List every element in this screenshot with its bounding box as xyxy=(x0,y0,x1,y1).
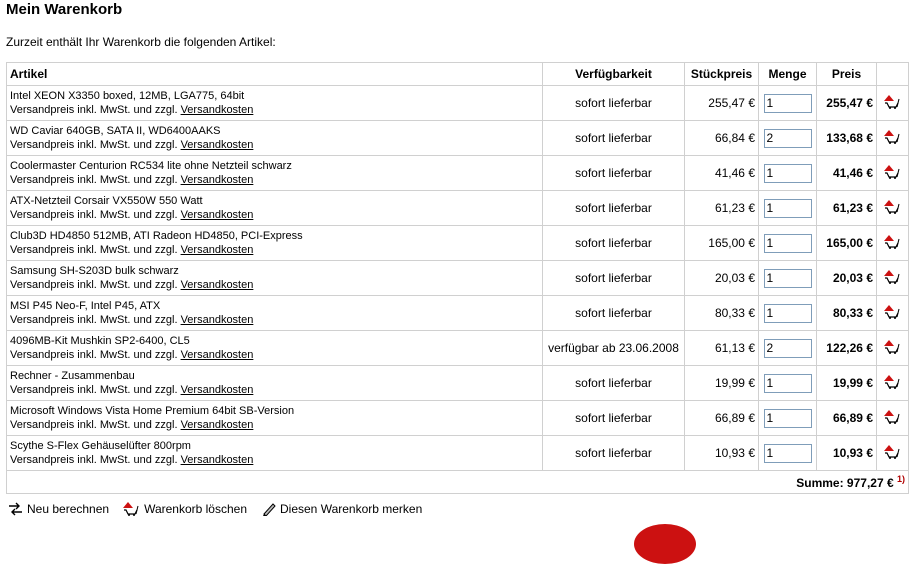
article-cell xyxy=(7,261,543,296)
recalculate-icon xyxy=(8,502,24,516)
table-row xyxy=(7,331,909,366)
article-cell xyxy=(7,296,543,331)
cart-remove-icon xyxy=(884,340,902,354)
cart-remove-icon xyxy=(884,305,902,319)
header-actions xyxy=(877,63,909,86)
remove-item-button[interactable] xyxy=(884,130,902,147)
article-cell xyxy=(7,226,543,261)
cart-sum-row xyxy=(7,471,909,494)
quantity-input[interactable] xyxy=(764,234,812,253)
article-name: ATX-Netzteil Corsair VX550W 550 Watt xyxy=(10,195,203,207)
quantity-input[interactable] xyxy=(764,444,812,463)
price-cell: 20,03 € xyxy=(817,261,877,296)
article-name: Coolermaster Centurion RC534 lite ohne Netzteil schwarz xyxy=(10,160,292,172)
shipping-costs-link[interactable]: Versandkosten xyxy=(180,384,254,396)
shipping-note: Versandpreis inkl. MwSt. und zzgl. xyxy=(10,384,181,396)
price-cell: 66,89 € xyxy=(817,401,877,436)
table-row xyxy=(7,226,909,261)
unit-price-cell: 10,93 € xyxy=(685,436,759,471)
remove-item-button[interactable] xyxy=(884,375,902,392)
table-row xyxy=(7,156,909,191)
price-cell: 122,26 € xyxy=(817,331,877,366)
table-row xyxy=(7,401,909,436)
page-title: Mein Warenkorb xyxy=(6,1,123,18)
availability-cell: sofort lieferbar xyxy=(543,296,685,331)
cart-table-header xyxy=(7,63,909,86)
quantity-cell xyxy=(759,366,817,401)
shipping-costs-link[interactable]: Versandkosten xyxy=(180,419,254,431)
shipping-costs-link[interactable]: Versandkosten xyxy=(180,454,254,466)
quantity-cell xyxy=(759,121,817,156)
article-name: Club3D HD4850 512MB, ATI Radeon HD4850, PCI-Express xyxy=(10,230,303,242)
article-name: Intel XEON X3350 boxed, 12MB, LGA775, 64bit xyxy=(10,90,245,102)
remove-item-cell xyxy=(877,261,909,296)
remove-item-button[interactable] xyxy=(884,200,902,217)
shipping-costs-link[interactable]: Versandkosten xyxy=(180,139,254,151)
quantity-input[interactable] xyxy=(764,269,812,288)
shipping-costs-link[interactable]: Versandkosten xyxy=(180,104,254,116)
remove-item-cell xyxy=(877,226,909,261)
remove-item-cell xyxy=(877,331,909,366)
cart-remove-icon xyxy=(884,375,902,389)
quantity-input[interactable] xyxy=(764,164,812,183)
price-cell: 10,93 € xyxy=(817,436,877,471)
article-cell xyxy=(7,121,543,156)
article-name: MSI P45 Neo-F, Intel P45, ATX xyxy=(10,300,161,312)
shipping-note: Versandpreis inkl. MwSt. und zzgl. xyxy=(10,314,181,326)
shipping-note: Versandpreis inkl. MwSt. und zzgl. xyxy=(10,349,181,361)
table-row xyxy=(7,121,909,156)
cart-remove-icon xyxy=(884,235,902,249)
shipping-note: Versandpreis inkl. MwSt. und zzgl. xyxy=(10,279,181,291)
quantity-input[interactable] xyxy=(764,129,812,148)
shipping-note: Versandpreis inkl. MwSt. und zzgl. xyxy=(10,174,181,186)
unit-price-cell: 66,84 € xyxy=(685,121,759,156)
quantity-cell xyxy=(759,86,817,121)
remove-item-cell xyxy=(877,436,909,471)
shipping-note: Versandpreis inkl. MwSt. und zzgl. xyxy=(10,104,181,116)
article-cell xyxy=(7,191,543,226)
shipping-note: Versandpreis inkl. MwSt. und zzgl. xyxy=(10,419,181,431)
shipping-costs-link[interactable]: Versandkosten xyxy=(180,209,254,221)
availability-cell: verfügbar ab 23.06.2008 xyxy=(543,331,685,366)
quantity-cell xyxy=(759,226,817,261)
unit-price-cell: 165,00 € xyxy=(685,226,759,261)
cart-table xyxy=(6,62,909,494)
quantity-input[interactable] xyxy=(764,304,812,323)
remove-item-button[interactable] xyxy=(884,305,902,322)
cart-sum-label: Summe: 977,27 € xyxy=(796,476,894,490)
remove-item-button[interactable] xyxy=(884,410,902,427)
quantity-input[interactable] xyxy=(764,199,812,218)
price-cell: 61,23 € xyxy=(817,191,877,226)
header-quantity: Menge xyxy=(759,63,817,86)
remove-item-cell xyxy=(877,366,909,401)
recalculate-button[interactable] xyxy=(8,502,109,516)
unit-price-cell: 61,13 € xyxy=(685,331,759,366)
article-cell xyxy=(7,436,543,471)
cart-remove-icon xyxy=(884,200,902,214)
cart-remove-icon xyxy=(884,95,902,109)
remove-item-cell xyxy=(877,191,909,226)
remember-cart-button[interactable] xyxy=(261,502,422,516)
shipping-costs-link[interactable]: Versandkosten xyxy=(180,314,254,326)
clear-cart-label: Warenkorb löschen xyxy=(144,502,247,516)
article-name: 4096MB-Kit Mushkin SP2-6400, CL5 xyxy=(10,335,190,347)
table-row xyxy=(7,191,909,226)
clear-cart-button[interactable] xyxy=(123,502,247,516)
article-name: WD Caviar 640GB, SATA II, WD6400AAKS xyxy=(10,125,221,137)
quantity-cell xyxy=(759,261,817,296)
cart-remove-icon xyxy=(884,270,902,284)
table-row xyxy=(7,261,909,296)
unit-price-cell: 66,89 € xyxy=(685,401,759,436)
availability-cell: sofort lieferbar xyxy=(543,121,685,156)
promo-badge[interactable] xyxy=(634,524,696,564)
quantity-cell xyxy=(759,401,817,436)
cart-remove-icon xyxy=(884,130,902,144)
quantity-input[interactable] xyxy=(764,374,812,393)
quantity-input[interactable] xyxy=(764,339,812,358)
availability-cell: sofort lieferbar xyxy=(543,261,685,296)
shipping-costs-link[interactable]: Versandkosten xyxy=(180,279,254,291)
header-article: Artikel xyxy=(7,63,543,86)
availability-cell: sofort lieferbar xyxy=(543,401,685,436)
remove-item-cell xyxy=(877,401,909,436)
shipping-note: Versandpreis inkl. MwSt. und zzgl. xyxy=(10,209,181,221)
article-cell xyxy=(7,156,543,191)
availability-cell: sofort lieferbar xyxy=(543,366,685,401)
article-name: Microsoft Windows Vista Home Premium 64bit SB-Version xyxy=(10,405,295,417)
price-cell: 19,99 € xyxy=(817,366,877,401)
remove-item-button[interactable] xyxy=(884,165,902,182)
availability-cell: sofort lieferbar xyxy=(543,436,685,471)
recalculate-label: Neu berechnen xyxy=(27,502,110,516)
article-cell xyxy=(7,401,543,436)
price-cell: 80,33 € xyxy=(817,296,877,331)
shipping-note: Versandpreis inkl. MwSt. und zzgl. xyxy=(10,244,181,256)
availability-cell: sofort lieferbar xyxy=(543,226,685,261)
shipping-costs-link[interactable]: Versandkosten xyxy=(180,174,254,186)
header-price: Preis xyxy=(817,63,877,86)
quantity-cell xyxy=(759,296,817,331)
price-cell: 255,47 € xyxy=(817,86,877,121)
pencil-icon xyxy=(261,502,277,516)
cart-remove-icon xyxy=(884,410,902,424)
remove-item-button[interactable] xyxy=(884,95,902,112)
table-row xyxy=(7,296,909,331)
header-availability: Verfügbarkeit xyxy=(543,63,685,86)
cart-sum xyxy=(7,471,909,494)
table-row xyxy=(7,366,909,401)
unit-price-cell: 19,99 € xyxy=(685,366,759,401)
unit-price-cell: 61,23 € xyxy=(685,191,759,226)
shipping-costs-link[interactable]: Versandkosten xyxy=(180,244,254,256)
promo-badge-mark xyxy=(634,524,696,541)
availability-cell: sofort lieferbar xyxy=(543,86,685,121)
article-cell xyxy=(7,86,543,121)
article-cell xyxy=(7,366,543,401)
remove-item-cell xyxy=(877,121,909,156)
cart-remove-icon xyxy=(884,445,902,459)
quantity-cell xyxy=(759,331,817,366)
unit-price-cell: 80,33 € xyxy=(685,296,759,331)
price-cell: 165,00 € xyxy=(817,226,877,261)
quantity-cell xyxy=(759,436,817,471)
article-name: Scythe S-Flex Gehäuselüfter 800rpm xyxy=(10,440,191,452)
cart-remove-icon xyxy=(123,502,141,516)
price-cell: 133,68 € xyxy=(817,121,877,156)
cart-sum-footnote[interactable]: 1) xyxy=(896,474,905,484)
unit-price-cell: 41,46 € xyxy=(685,156,759,191)
remove-item-cell xyxy=(877,156,909,191)
remove-item-button[interactable] xyxy=(884,445,902,462)
cart-remove-icon xyxy=(884,165,902,179)
remove-item-button[interactable] xyxy=(884,340,902,357)
article-name: Rechner - Zusammenbau xyxy=(10,370,135,382)
quantity-cell xyxy=(759,191,817,226)
remove-item-cell xyxy=(877,86,909,121)
table-row xyxy=(7,436,909,471)
remove-item-cell xyxy=(877,296,909,331)
availability-cell: sofort lieferbar xyxy=(543,156,685,191)
cart-intro-text: Zurzeit enthält Ihr Warenkorb die folgenden Artikel: xyxy=(6,35,276,49)
unit-price-cell: 255,47 € xyxy=(685,86,759,121)
quantity-input[interactable] xyxy=(764,94,812,113)
shipping-costs-link[interactable]: Versandkosten xyxy=(180,349,254,361)
quantity-input[interactable] xyxy=(764,409,812,428)
article-cell xyxy=(7,331,543,366)
remove-item-button[interactable] xyxy=(884,270,902,287)
header-unit-price: Stückpreis xyxy=(685,63,759,86)
article-name: Samsung SH-S203D bulk schwarz xyxy=(10,265,179,277)
shipping-note: Versandpreis inkl. MwSt. und zzgl. xyxy=(10,454,181,466)
remove-item-button[interactable] xyxy=(884,235,902,252)
cart-toolbar xyxy=(8,502,436,516)
table-row xyxy=(7,86,909,121)
shipping-note: Versandpreis inkl. MwSt. und zzgl. xyxy=(10,139,181,151)
remember-cart-label: Diesen Warenkorb merken xyxy=(280,502,423,516)
price-cell: 41,46 € xyxy=(817,156,877,191)
availability-cell: sofort lieferbar xyxy=(543,191,685,226)
quantity-cell xyxy=(759,156,817,191)
unit-price-cell: 20,03 € xyxy=(685,261,759,296)
